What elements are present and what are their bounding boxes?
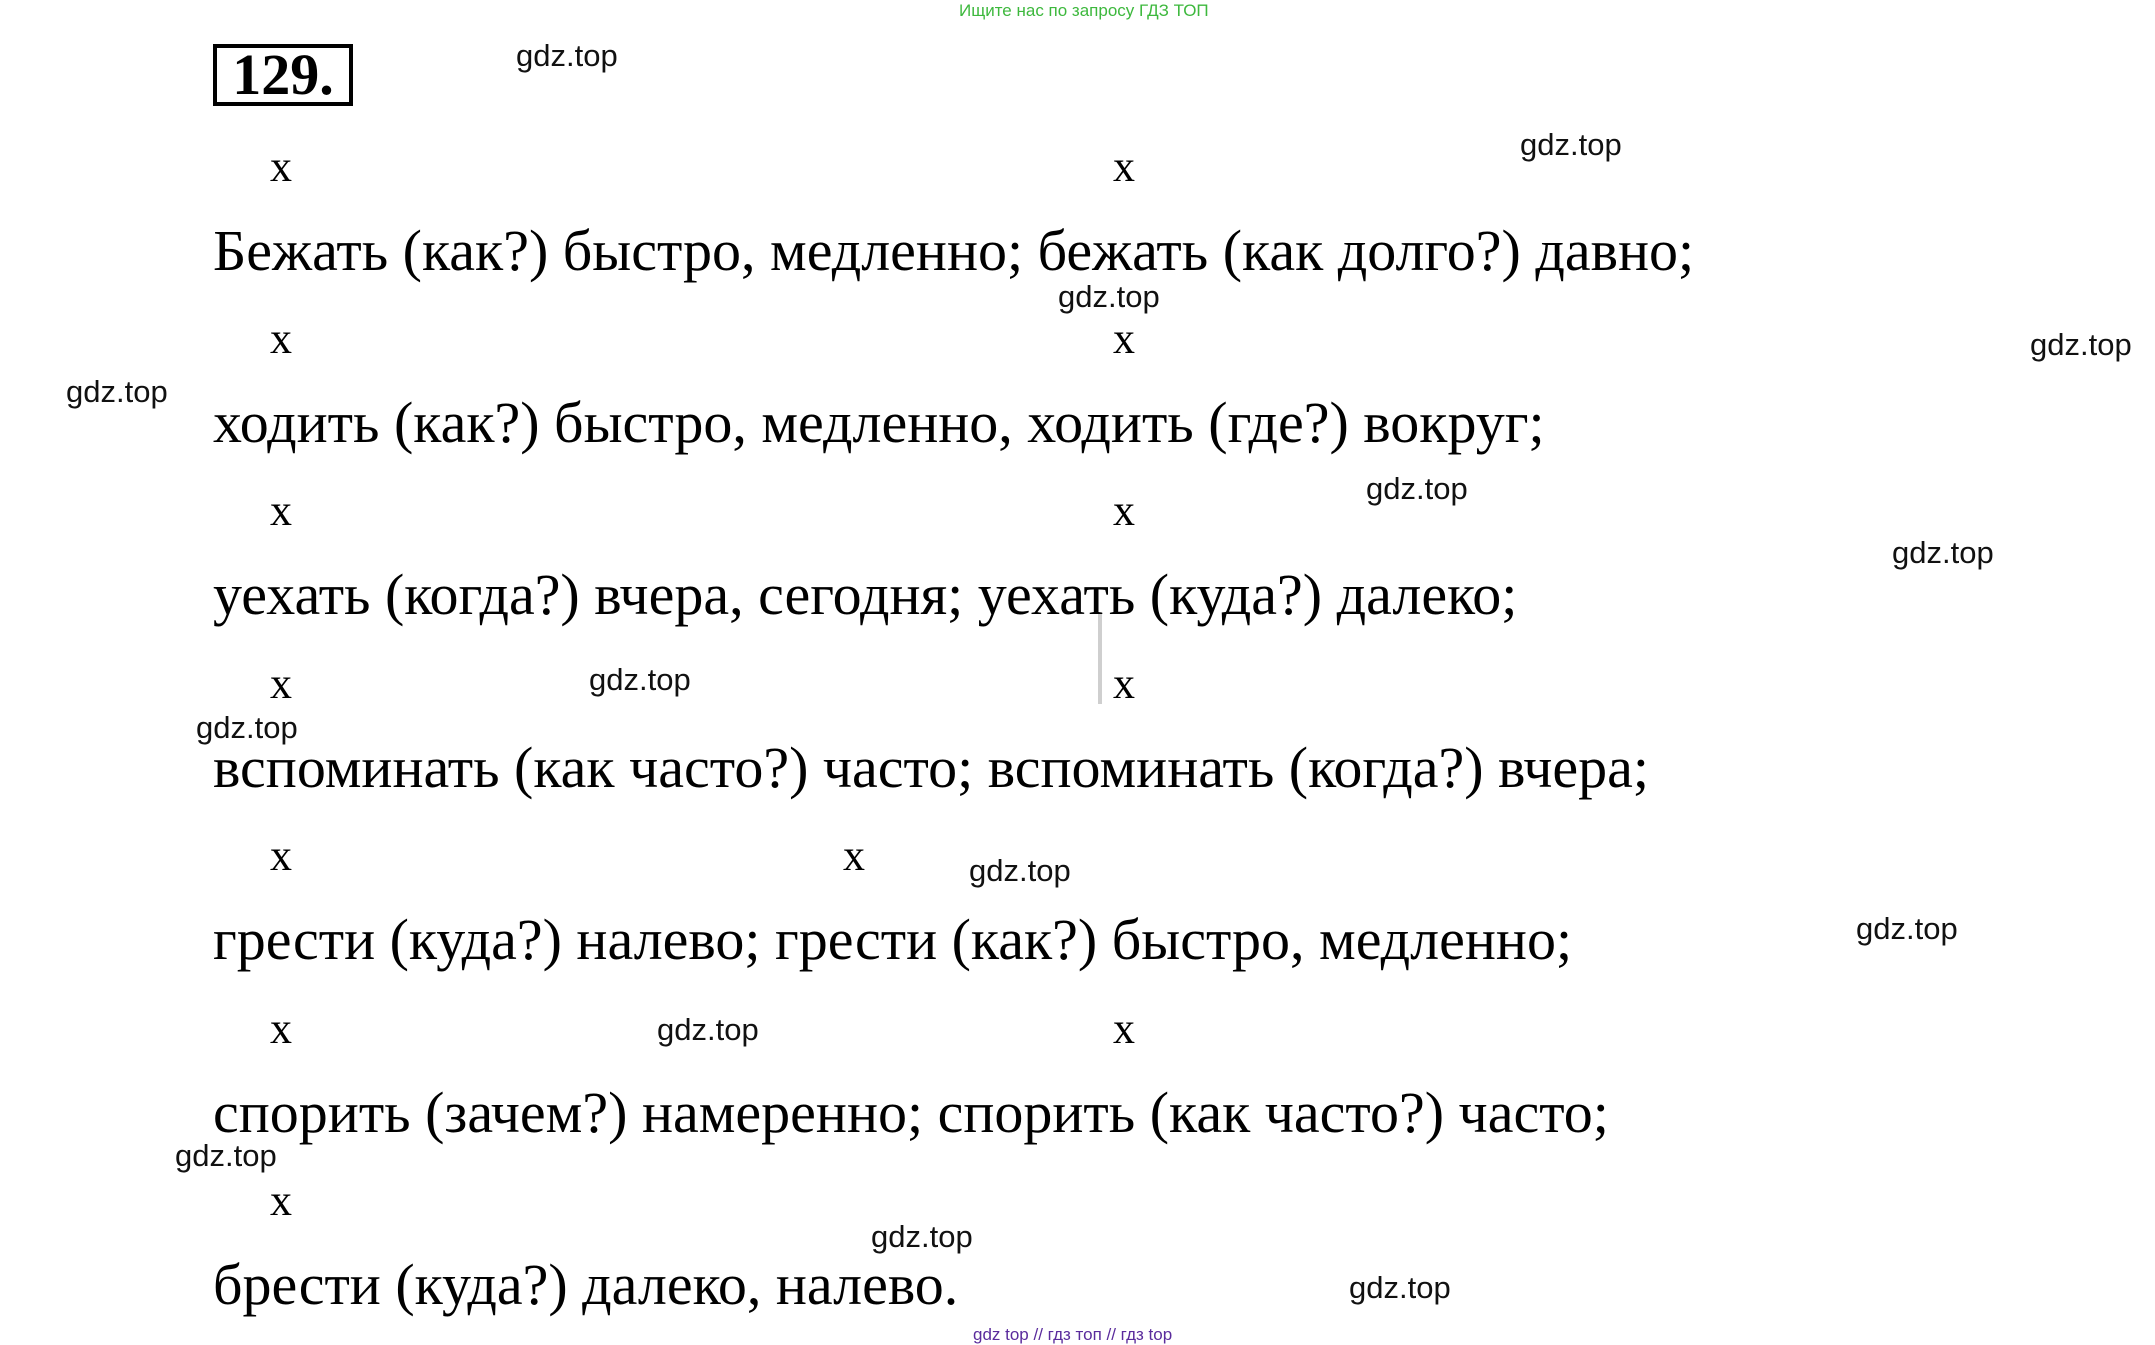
mark-x: х	[270, 831, 292, 880]
watermark: gdz.top	[1520, 127, 1622, 162]
mark-x: х	[270, 486, 292, 535]
text-line: вспоминать (как часто?) часто; вспоминать (когда?) вчера;	[213, 735, 1649, 800]
text-line: грести (куда?) налево; грести (как?) быстро, медленно;	[213, 907, 1573, 972]
watermark: gdz.top	[516, 38, 618, 73]
watermark: gdz.top	[657, 1012, 759, 1047]
mark-x: х	[270, 1176, 292, 1225]
watermark: gdz.top	[175, 1138, 277, 1173]
mark-x: х	[1113, 1004, 1135, 1053]
text-line: уехать (когда?) вчера, сегодня; уехать (куда?) далеко;	[213, 562, 1518, 627]
watermark: gdz.top	[66, 374, 168, 409]
mark-x: х	[270, 314, 292, 363]
mark-x: х	[1113, 486, 1135, 535]
mark-x: х	[1113, 659, 1135, 708]
watermark: gdz.top	[871, 1219, 973, 1254]
mark-x: х	[270, 142, 292, 191]
exercise-number-box	[213, 44, 353, 106]
watermark: gdz.top	[1058, 279, 1160, 314]
mark-x: х	[843, 831, 865, 880]
text-line: брести (куда?) далеко, налево.	[213, 1252, 959, 1317]
bottom-banner: gdz top // гдз топ // гдз top	[973, 1325, 1173, 1344]
watermark: gdz.top	[196, 710, 298, 745]
watermark: gdz.top	[1366, 471, 1468, 506]
mark-x: х	[270, 659, 292, 708]
watermark: gdz.top	[1892, 535, 1994, 570]
text-line: ходить (как?) быстро, медленно, ходить (где?) вокруг;	[213, 390, 1545, 455]
exercise-number: 129.	[232, 42, 334, 107]
mark-x: х	[270, 1004, 292, 1053]
mark-x: х	[1113, 314, 1135, 363]
watermark: gdz.top	[1856, 911, 1958, 946]
top-banner: Ищите нас по запросу ГДЗ ТОП	[959, 1, 1209, 20]
watermark: gdz.top	[969, 853, 1071, 888]
watermark: gdz.top	[2030, 327, 2132, 362]
text-line: спорить (зачем?) намеренно; спорить (как часто?) часто;	[213, 1080, 1609, 1145]
text-line: Бежать (как?) быстро, медленно; бежать (как долго?) давно;	[213, 218, 1695, 283]
mark-x: х	[1113, 142, 1135, 191]
watermark: gdz.top	[1349, 1270, 1451, 1305]
watermark: gdz.top	[589, 662, 691, 697]
